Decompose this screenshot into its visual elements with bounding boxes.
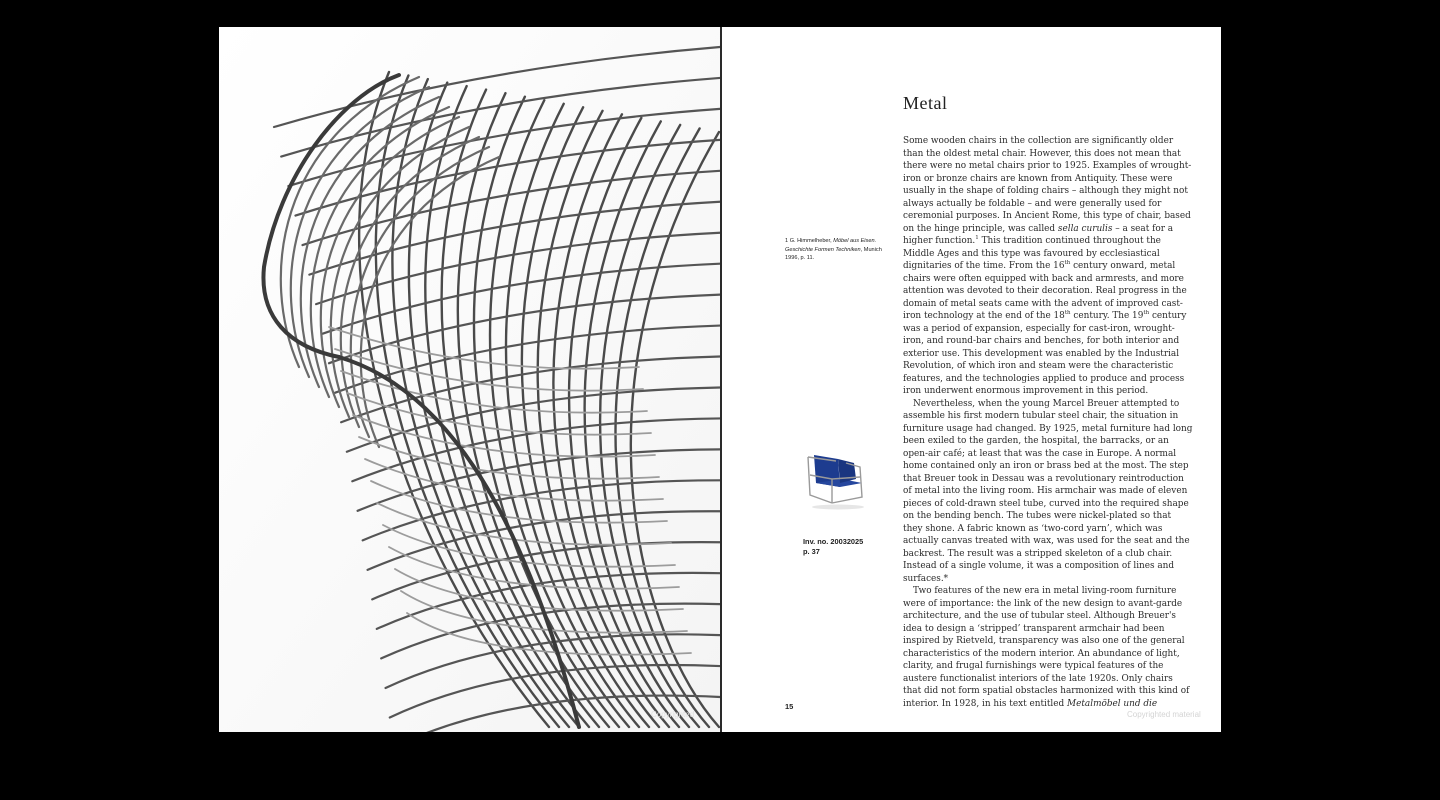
paragraph-1-part-b: – a seat for a higher function. [903,223,1174,246]
paragraph-1-part-c: This tradition continued throughout the Middle Ages and this type was favoured by ecclesiastical dignitaries of the time. From the 16 [903,236,1161,271]
chapter-heading: Metal [903,93,948,113]
paragraph-2: Nevertheless, when the young Marcel Breuer attempted to assemble his first modern tubular steel chair, the situation in furniture usage had changed. By 1925, metal furniture had long been exiled to the garden, the hospital, the barracks, or an open-air café; at least that was the case in Europe. A normal home contained only an iron or brass bed at the most. The step that Breuer took in Dessau was a revolutionary reintroduction of metal into the living room. His armchair was made of eleven pieces of cold-drawn steel tube, curved into the required shape on the bending bench. The tubes were nickel-plated so that they shone. A fabric known as ‘two-cord yarn’, which was actually canvas treated with wax, was used for the seat and the backrest. The result was a stripped skeleton of a club chair. Instead of a single volume, it was a composition of lines and surfaces.* [903,398,1193,584]
paragraph-3-part-a: Two features of the new era in metal living-room furniture were of importance: the link of the new design to avant-garde architecture, and the use of tubular steel. Although Breuer's idea to design a ‘stripped’ transparent armchair had been inspired by Rietveld, transparency was also one of the general characteristics of the modern interior. An abundance of light, clarity, and frugal furnishings were typical features of the austere functionalist interiors of the late 1920s. Only chairs that did not form spatial obstacles harmonized with this kind of interior. In 1928, in his text entitled [903,586,1190,709]
footnote-number: 1 [785,238,789,244]
page-number: 15 [785,702,794,711]
footnote-details: , Munich 1996, p. 11. [785,246,882,261]
superscript: th [1064,260,1071,267]
watermark-right: Copyrighted material [1127,710,1201,719]
right-page [722,27,1221,732]
page-reference: p. 37 [803,547,820,556]
paragraph-1-part-d: century onward, metal chairs were often equipped with back and armrests, and more attention was devoted to their decoration. Real progress in the domain of metal seats came with the advent of improved cast-iron technology at the end of the 18 [903,261,1187,321]
image-caption [803,537,863,557]
footnote-author: G. Himmelheber, [789,238,832,244]
paragraph-1-part-e: century. The 19 [1070,311,1144,321]
paragraph-1 [903,135,1193,398]
inventory-number: Inv. no. 20032025 [803,537,864,546]
footnote [785,237,895,263]
footnote-reference: 1 [975,235,979,242]
breuer-armchair-thumbnail [802,449,870,511]
italic-term: sella curulis [1057,223,1113,234]
paragraph-1-part-f: century was a period of expansion, especially for cast-iron, wrought-iron, and round-bar chairs and benches, for both interior and exterior use. This development was enabled by the Industrial Revolution, of which iron and steam were the characteristic features, and the technologies applied to produce and process iron underwent enormous improvement in this period. [903,311,1187,396]
italic-title: Metalmöbel und die [1067,698,1158,709]
superscript: th [1064,310,1071,317]
book-spread [219,27,1221,732]
paragraph-3 [903,585,1193,710]
paragraph-1-part-a: Some wooden chairs in the collection are significantly older than the oldest metal chair. However, this does not mean that there were no metal chairs prior to 1925. Examples of wrought-iron or bronze chairs are known from Antiquity. These were usually in the shape of folding chairs – although they might not always actually be foldable – and were generally used for ceremonial purposes. In Ancient Rome, this type of chair, based on the hinge principle, was called [903,136,1192,234]
superscript: th [1143,310,1150,317]
watermark-left: Copyrighted [651,710,695,719]
body-text [903,135,1193,710]
left-page [219,27,720,732]
footnote-title: Möbel aus Eisen. Geschichte Formen Techniken [785,238,877,253]
wire-chair-photo [219,27,720,732]
